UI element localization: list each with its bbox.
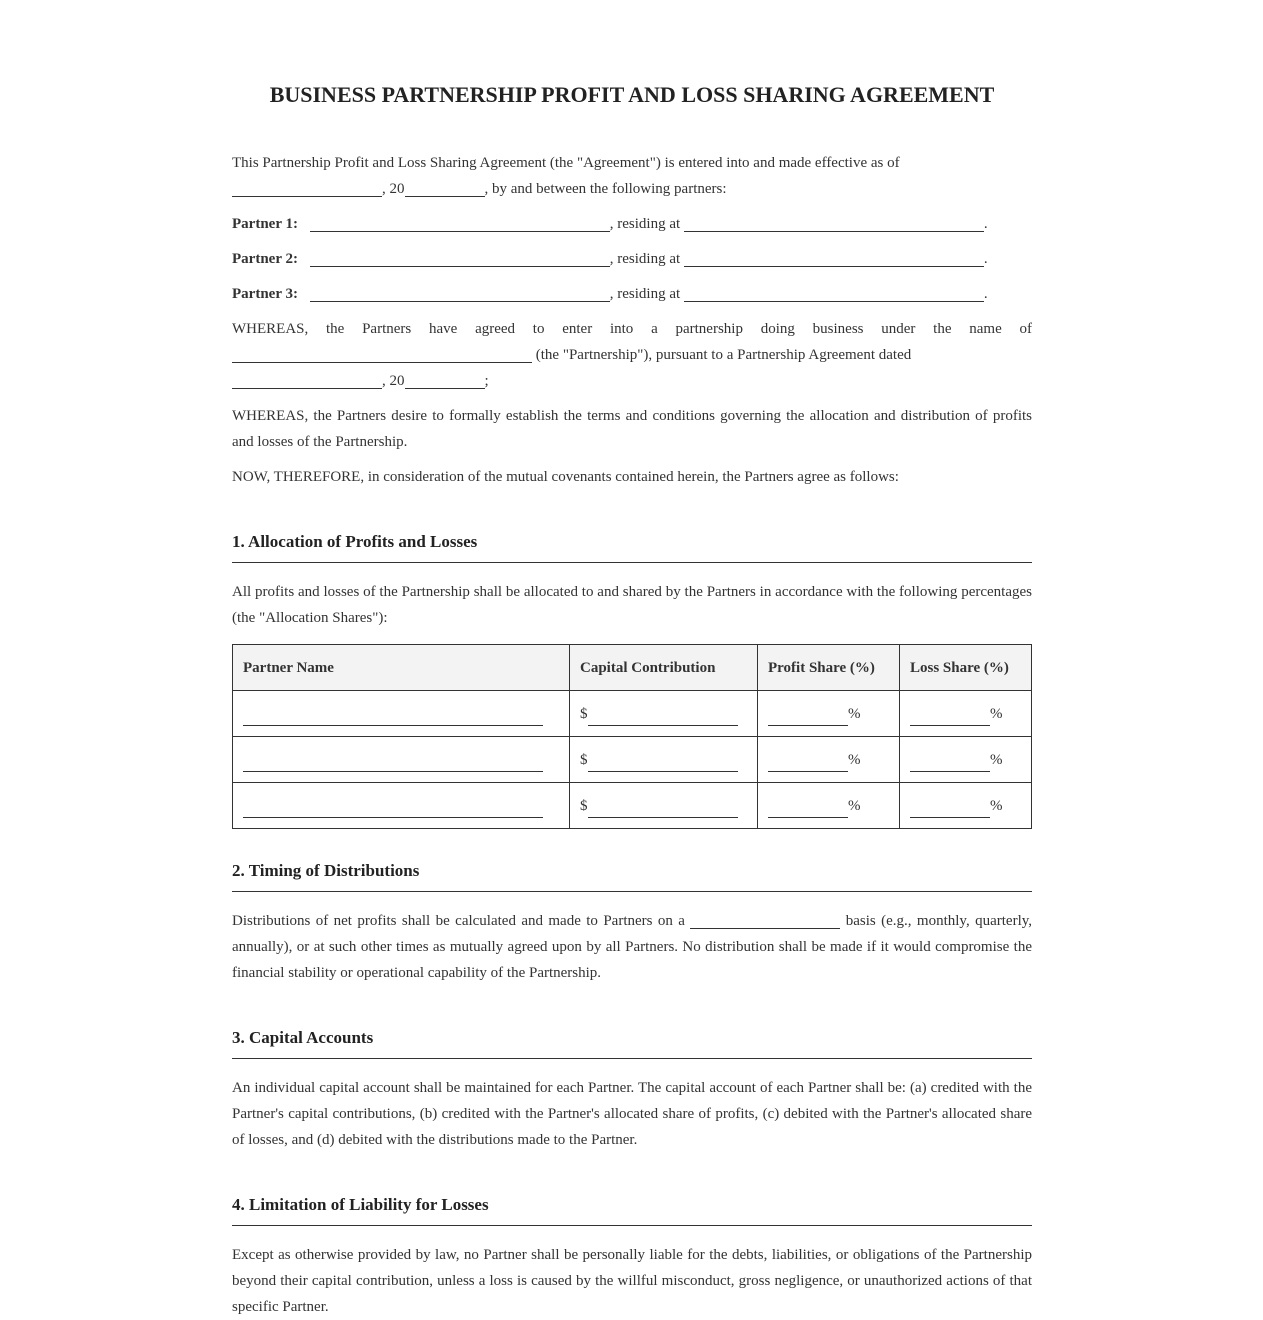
year-prefix: , 20 bbox=[382, 373, 405, 389]
residing-text: , residing at bbox=[609, 216, 681, 232]
loss-share-blank[interactable] bbox=[910, 751, 990, 772]
loss-cell bbox=[900, 783, 1032, 829]
header-loss-share: Loss Share (%) bbox=[900, 645, 1032, 691]
capital-blank[interactable] bbox=[588, 705, 738, 726]
partner-name-blank[interactable] bbox=[243, 797, 543, 818]
capital-cell bbox=[570, 737, 758, 783]
whereas-1-text-b: (the "Partnership"), pursuant to a Partnership Agreement dated bbox=[535, 347, 912, 363]
loss-cell bbox=[900, 691, 1032, 737]
distribution-frequency-blank[interactable] bbox=[690, 908, 840, 929]
year-prefix: , 20 bbox=[382, 181, 405, 197]
loss-share-blank[interactable] bbox=[910, 705, 990, 726]
header-partner-name: Partner Name bbox=[233, 645, 570, 691]
document-title: BUSINESS PARTNERSHIP PROFIT AND LOSS SHARING AGREEMENT bbox=[269, 82, 995, 107]
table-header-row bbox=[233, 645, 1032, 691]
partner-2-label: Partner 2: bbox=[232, 251, 298, 267]
residing-text: , residing at bbox=[609, 251, 681, 267]
agreement-date-blank[interactable] bbox=[232, 368, 382, 389]
partner-2-line bbox=[232, 246, 1032, 272]
whereas-1-end: ; bbox=[484, 373, 489, 389]
percent-sign: % bbox=[990, 751, 1003, 768]
partner-name-cell bbox=[233, 783, 570, 829]
partner-3-name-blank[interactable] bbox=[310, 281, 610, 302]
table-row bbox=[233, 737, 1032, 783]
table-row bbox=[233, 783, 1032, 829]
partner-name-blank[interactable] bbox=[243, 751, 543, 772]
percent-sign: % bbox=[848, 797, 861, 814]
now-therefore-paragraph: NOW, THEREFORE, in consideration of the mutual covenants contained herein, the Partners agree as follows: bbox=[232, 469, 899, 485]
profit-cell bbox=[758, 783, 900, 829]
section-2-body bbox=[232, 908, 1032, 986]
percent-sign: % bbox=[848, 705, 861, 722]
capital-cell bbox=[570, 691, 758, 737]
profit-share-blank[interactable] bbox=[768, 797, 848, 818]
section-3-body: An individual capital account shall be maintained for each Partner. The capital account of each Partner shall be: (a) credited with the Partner's capital contributions, (b) credited with the Partner's allocated share of profits, (c) debited with the Partner's allocated share of losses, and (d) debited with the distributions made to the Partner. bbox=[232, 1080, 1032, 1148]
section-1-body: All profits and losses of the Partnership shall be allocated to and shared by the Partners in accordance with the following percentages (the "Allocation Shares"): bbox=[232, 584, 1032, 626]
header-capital-contribution: Capital Contribution bbox=[570, 645, 758, 691]
partner-3-line bbox=[232, 281, 1032, 307]
partner-name-blank[interactable] bbox=[243, 705, 543, 726]
effective-year-blank[interactable] bbox=[405, 176, 485, 197]
residing-text: , residing at bbox=[609, 286, 681, 302]
partner-name-cell bbox=[233, 737, 570, 783]
section-2-text-b: basis (e.g., monthly, quarterly, annually), or at such other times as mutually agreed upon by all Partners. No distribution shall be made if it would compromise the financial stability or operational capability of the Partnership. bbox=[232, 913, 1033, 981]
intro-text-end: , by and between the following partners: bbox=[484, 181, 727, 197]
partner-2-address-blank[interactable] bbox=[684, 246, 984, 267]
section-4-body: Except as otherwise provided by law, no Partner shall be personally liable for the debts, liabilities, or obligations of the Partnership beyond their capital contribution, unless a loss is caused by the willful misconduct, gross negligence, or unauthorized actions of that specific Partner. bbox=[232, 1247, 1032, 1315]
partner-name-cell bbox=[233, 691, 570, 737]
partner-1-address-blank[interactable] bbox=[684, 211, 984, 232]
whereas-2-paragraph: WHEREAS, the Partners desire to formally establish the terms and conditions governing the allocation and distribution of profits and losses of the Partnership. bbox=[232, 408, 1032, 450]
whereas-1-paragraph bbox=[232, 316, 1032, 394]
profit-share-blank[interactable] bbox=[768, 751, 848, 772]
loss-share-blank[interactable] bbox=[910, 797, 990, 818]
dollar-sign: $ bbox=[580, 751, 588, 768]
section-2-text-a: Distributions of net profits shall be calculated and made to Partners on a bbox=[232, 913, 685, 929]
profit-cell bbox=[758, 691, 900, 737]
section-1-heading: 1. Allocation of Profits and Losses bbox=[232, 530, 1032, 563]
dollar-sign: $ bbox=[580, 705, 588, 722]
percent-sign: % bbox=[848, 751, 861, 768]
capital-cell bbox=[570, 783, 758, 829]
allocation-table bbox=[232, 644, 1032, 829]
whereas-1-text: WHEREAS, the Partners have agreed to enter into a partnership doing business under the name of bbox=[232, 321, 1032, 337]
section-2-heading: 2. Timing of Distributions bbox=[232, 859, 1032, 892]
dollar-sign: $ bbox=[580, 797, 588, 814]
partner-2-name-blank[interactable] bbox=[310, 246, 610, 267]
capital-blank[interactable] bbox=[588, 797, 738, 818]
section-3-heading: 3. Capital Accounts bbox=[232, 1026, 1032, 1059]
line-end: . bbox=[983, 251, 988, 267]
profit-cell bbox=[758, 737, 900, 783]
line-end: . bbox=[983, 216, 988, 232]
partner-1-label: Partner 1: bbox=[232, 216, 298, 232]
partner-3-label: Partner 3: bbox=[232, 286, 298, 302]
partner-1-name-blank[interactable] bbox=[310, 211, 610, 232]
partnership-name-blank[interactable] bbox=[232, 342, 532, 363]
section-4-heading: 4. Limitation of Liability for Losses bbox=[232, 1193, 1032, 1226]
profit-share-blank[interactable] bbox=[768, 705, 848, 726]
agreement-year-blank[interactable] bbox=[405, 368, 485, 389]
loss-cell bbox=[900, 737, 1032, 783]
table-row bbox=[233, 691, 1032, 737]
partner-3-address-blank[interactable] bbox=[684, 281, 984, 302]
effective-date-blank[interactable] bbox=[232, 176, 382, 197]
document-page bbox=[232, 0, 1032, 1320]
line-end: . bbox=[983, 286, 988, 302]
percent-sign: % bbox=[990, 797, 1003, 814]
header-profit-share: Profit Share (%) bbox=[758, 645, 900, 691]
percent-sign: % bbox=[990, 705, 1003, 722]
intro-paragraph bbox=[232, 150, 1032, 202]
intro-text: This Partnership Profit and Loss Sharing Agreement (the "Agreement") is entered into and made effective as of bbox=[232, 155, 900, 171]
partner-1-line bbox=[232, 211, 1032, 237]
capital-blank[interactable] bbox=[588, 751, 738, 772]
